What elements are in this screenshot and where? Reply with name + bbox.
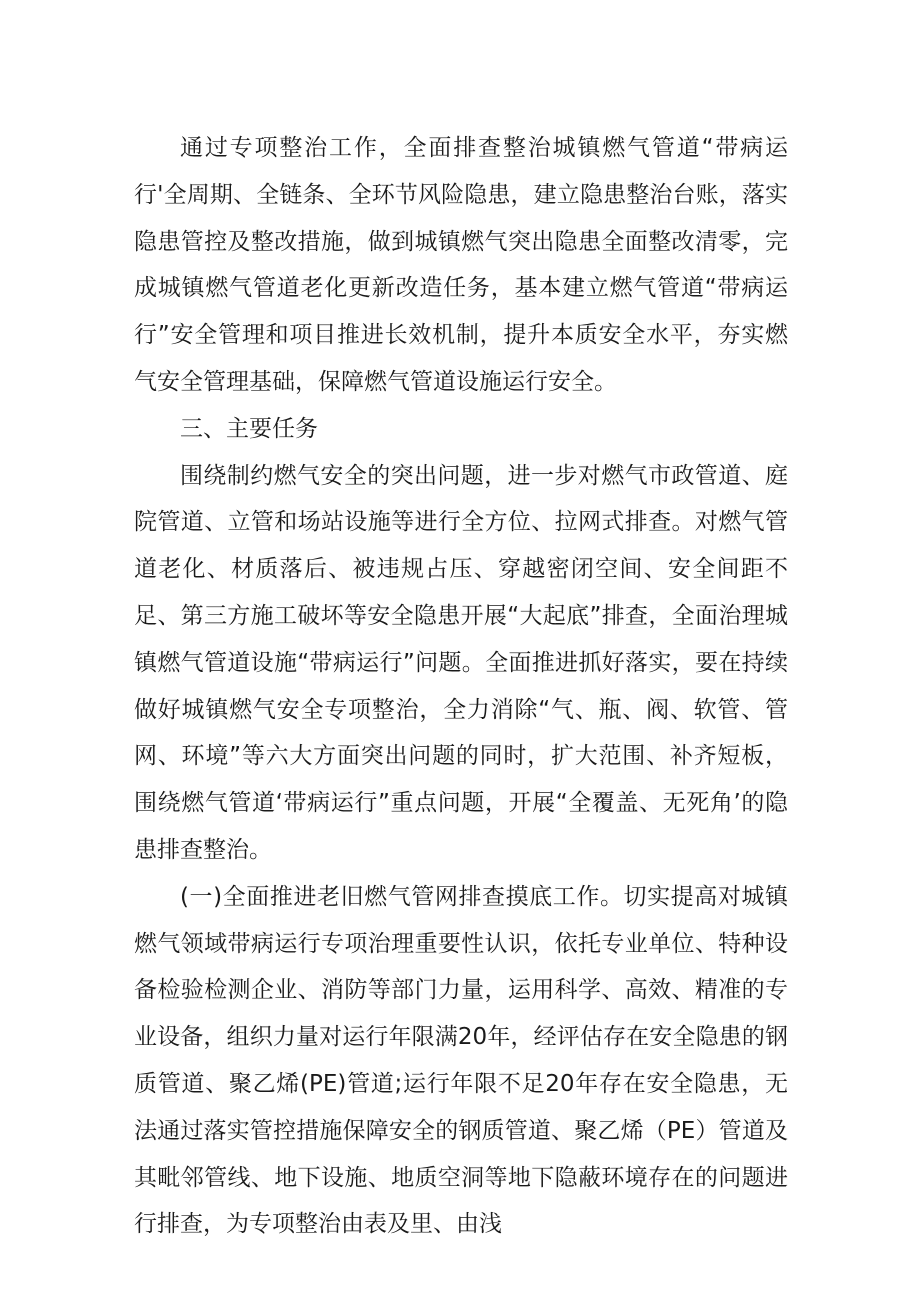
paragraph-task-one: (一)全面推进老旧燃气管网排查摸底工作。切实提高对城镇燃气领域带病运行专项治理重要性认识，依托专业单位、特种设备检验检测企业、消防等部门力量，运用科学、高效、精准的专业设备，组织力量对运行年限满20年，经评估存在安全隐患的钢质管道、聚乙烯(PE)管道;运行年限不足20年存在安全隐患，无法通过落实管控措施保障安全的钢质管道、聚乙烯（PE）管道及其毗邻管线、地下设施、地质空洞等地下隐蔽环境存在的问题进行排查，为专项整治由表及里、由浅 [134,883,788,1238]
paragraph-goal: 通过专项整治工作，全面排查整治城镇燃气管道“带病运行'全周期、全链条、全环节风险隐患，建立隐患整治台账，落实隐患管控及整改措施，做到城镇燃气突出隐患全面整改清零，完成城镇燃气管道老化更新改造任务，基本建立燃气管道“带病运行”安全管理和项目推进长效机制，提升本质安全水平，夯实燃气安全管理基础，保障燃气管道设施运行安全。 [134,135,788,395]
paragraph-main-tasks: 围绕制约燃气安全的突出问题，进一步对燃气市政管道、庭院管道、立管和场站设施等进行全方位、拉网式排查。对燃气管道老化、材质落后、被违规占压、穿越密闭空间、安全间距不足、第三方施工破坏等安全隐患开展“大起底”排查，全面治理城镇燃气管道设施“带病运行”问题。全面推进抓好落实，要在持续做好城镇燃气安全专项整治，全力消除“气、瓶、阀、软管、管网、环境”等六大方面突出问题的同时，扩大范围、补齐短板，围绕燃气管道‘带病运行”重点问题，开展“全覆盖、无死角’的隐患排查整治。 [134,462,788,863]
section-heading-main-tasks: 三、主要任务 [180,415,318,442]
